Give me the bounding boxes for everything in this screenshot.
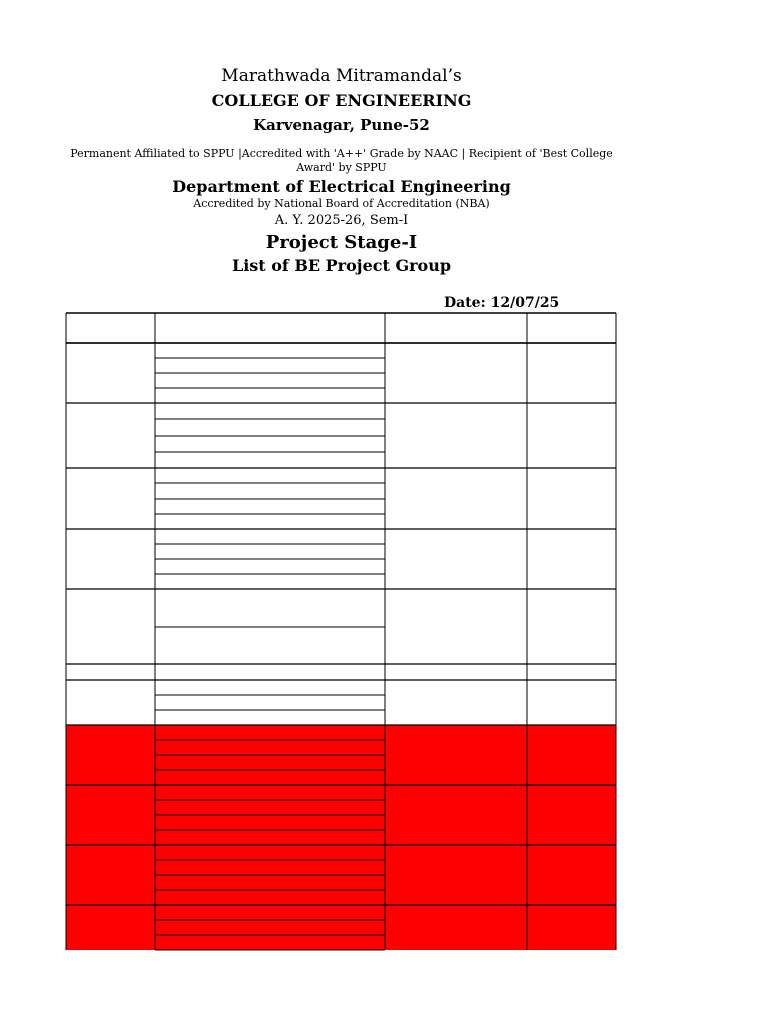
project-stage-title: Project Stage-I [265,232,418,253]
list-title: List of BE Project Group [231,256,452,275]
college-name: COLLEGE OF ENGINEERING [211,91,472,110]
highlighted-group-fill [66,905,616,950]
college-location: Karvenagar, Pune-52 [253,116,430,134]
date-label: Date: 12/07/25 [444,295,560,311]
affiliation-line-2: Award' by SPPU [296,161,387,174]
institution-name: Marathwada Mitramandal’s [221,66,462,86]
affiliation-line-1: Permanent Affiliated to SPPU |Accredited with 'A++' Grade by NAAC | Recipient of 'Best College [70,147,613,160]
department-accreditation: Accredited by National Board of Accreditation (NBA) [193,197,490,210]
academic-year: A. Y. 2025-26, Sem-I [274,213,409,228]
department-name: Department of Electrical Engineering [172,177,511,196]
